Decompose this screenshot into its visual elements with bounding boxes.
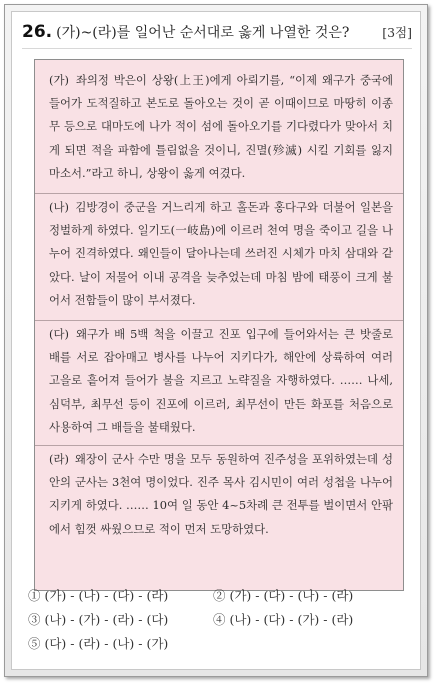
question-text: (가)~(라)를 일어난 순서대로 옳게 나열한 것은? [56,25,350,41]
question-card [11,11,421,670]
paragraph-text: 왜장이 군사 수만 명을 모두 동원하여 진주성을 포위하였는데 성 안의 군사는 3천여 명이었다. 진주 목사 김시민이 여러 성첩을 나누어 지키게 하였다. …… 10여 일 동안 4~5차례 큰 전투를 벌이면서 안팎에서 힘껏 싸웠으므로 적이 먼저 도망하였다. [49,452,393,536]
choice-2[interactable]: ② (가) - (다) - (나) - (라) [213,588,354,603]
paragraph-divider [35,193,403,194]
paragraph-label: (다) [49,327,69,341]
paragraph-text: 왜구가 배 5백 척을 이끌고 진포 입구에 들어와서는 큰 밧줄로 배를 서로 잡아매고 병사를 나누어 지키다가, 해안에 상륙하여 여러 고을로 흩어져 들어가 불을 지르고 노략질을 자행하였다. …… 나세, 심덕부, 최무선 등이 진포에 이르러, 최무선이 만든 화포를 처음으로 사용하여 그 배들을 불태웠다. [49,327,393,434]
question-frame [4,4,428,677]
answer-choices [28,583,398,655]
choice-3[interactable]: ③ (나) - (가) - (라) - (다) [28,612,169,627]
paragraph-label: (나) [49,200,69,214]
question-points: [3점] [382,25,412,40]
choice-row [28,583,398,607]
paragraph-text: 좌의정 박은이 상왕(上王)에게 아뢰기를, “이제 왜구가 중국에 들어가 도적질하고 본도로 돌아오는 것이 곧 이때이므로 마땅히 이종무 등으로 대마도에 나가 적이 섬에 돌아오기를 기다렸다가 맞아서 치게 되면 적을 파함에 틀림없을 것이니, 진멸(殄滅) 시킬 기회를 잃지 마소서.”라고 하니, 상왕이 옳게 여겼다. [49,73,393,180]
choice-5[interactable]: ⑤ (다) - (라) - (나) - (가) [28,636,169,651]
passage-paragraph-ga [49,69,393,185]
source-passage-box [34,59,404,591]
choice-row [28,607,398,631]
question-header [22,22,412,49]
passage-paragraph-na [49,196,393,312]
paragraph-text: 김방경이 중군을 거느리게 하고 홀돈과 홍다구와 더불어 일본을 정벌하게 하였다. 일기도(一岐島)에 이르러 천여 명을 죽이고 길을 나누어 진격하였다. 왜인들이 달아나는데 쓰러진 시체가 마치 삼대와 같았다. 날이 저물어 이내 공격을 늦추었는데 마침 밤에 태풍이 크게 불어서 전함들이 많이 부서졌다. [49,200,393,307]
passage-paragraph-da [49,323,393,439]
question-number: 26. [22,22,53,42]
choice-4[interactable]: ④ (나) - (다) - (가) - (라) [213,612,354,627]
paragraph-divider [35,320,403,321]
choice-row [28,631,398,655]
paragraph-label: (가) [49,73,69,87]
choice-1[interactable]: ① (가) - (나) - (다) - (라) [28,588,169,603]
paragraph-label: (라) [49,452,69,466]
passage-paragraph-ra [49,448,393,541]
paragraph-divider [35,445,403,446]
